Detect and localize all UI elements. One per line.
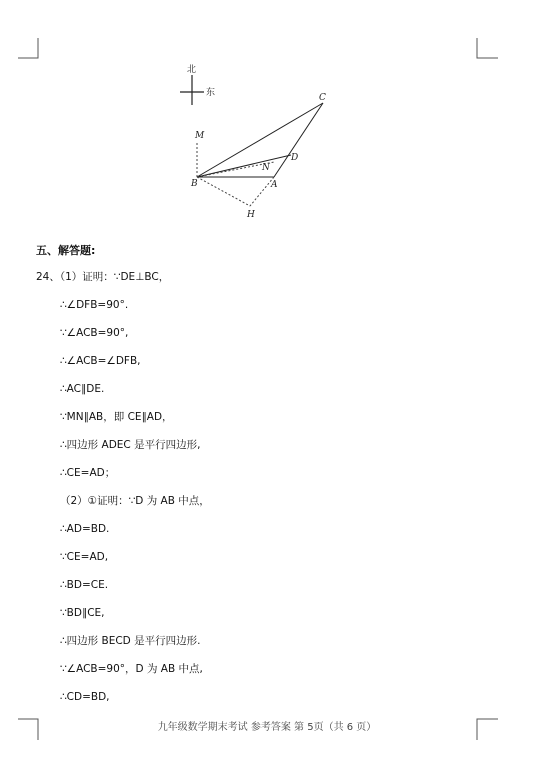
label-C: C — [319, 93, 326, 103]
solution-line: ∵CE=AD, — [60, 551, 109, 563]
corner-mark-top-left — [18, 38, 40, 60]
solution-line: ∴四边形 BECD 是平行四边形. — [60, 635, 201, 647]
solution-line: ∵∠ACB=90°，D 为 AB 中点, — [60, 663, 203, 675]
section-title: 五、解答题: — [36, 244, 96, 257]
solution-line: 24、（1）证明：∵DE⊥BC， — [36, 271, 170, 283]
solution-line: ∴四边形 ADEC 是平行四边形, — [60, 439, 201, 451]
geometry-diagram — [170, 58, 345, 228]
solution-line: ∴CD=BD, — [60, 691, 110, 703]
label-M: M — [195, 131, 205, 141]
solution-line: ∴AC∥DE. — [60, 383, 105, 395]
solution-line: ∴∠ACB=∠DFB, — [60, 355, 141, 367]
solution-line: ∴∠DFB=90°. — [60, 299, 129, 311]
label-A: A — [271, 180, 278, 190]
segment-BC — [197, 103, 323, 177]
solution-line: ∴AD=BD. — [60, 523, 110, 535]
label-N: N — [262, 163, 270, 173]
label-B: B — [191, 179, 198, 189]
corner-mark-top-right — [476, 38, 498, 60]
label-D: D — [291, 153, 299, 163]
solution-line: ∴CE=AD； — [60, 467, 116, 479]
north-label: 北 — [187, 65, 197, 75]
east-label: 东 — [206, 88, 216, 98]
solution-line: ∵BD∥CE, — [60, 607, 105, 619]
solution-line: （2）①证明：∵D 为 AB 中点， — [60, 495, 210, 507]
solution-line: ∵MN∥AB，即 CE∥AD， — [60, 411, 173, 423]
page-footer: 九年级数学期末考试 参考答案 第 5页（共 6 页） — [157, 722, 377, 733]
solution-line: ∵∠ACB=90°, — [60, 327, 129, 339]
compass-icon — [180, 63, 215, 105]
label-H: H — [247, 210, 255, 220]
segment-BH — [197, 177, 250, 206]
segment-BD — [197, 155, 291, 177]
solution-line: ∴BD=CE. — [60, 579, 109, 591]
segment-AC — [274, 103, 323, 177]
